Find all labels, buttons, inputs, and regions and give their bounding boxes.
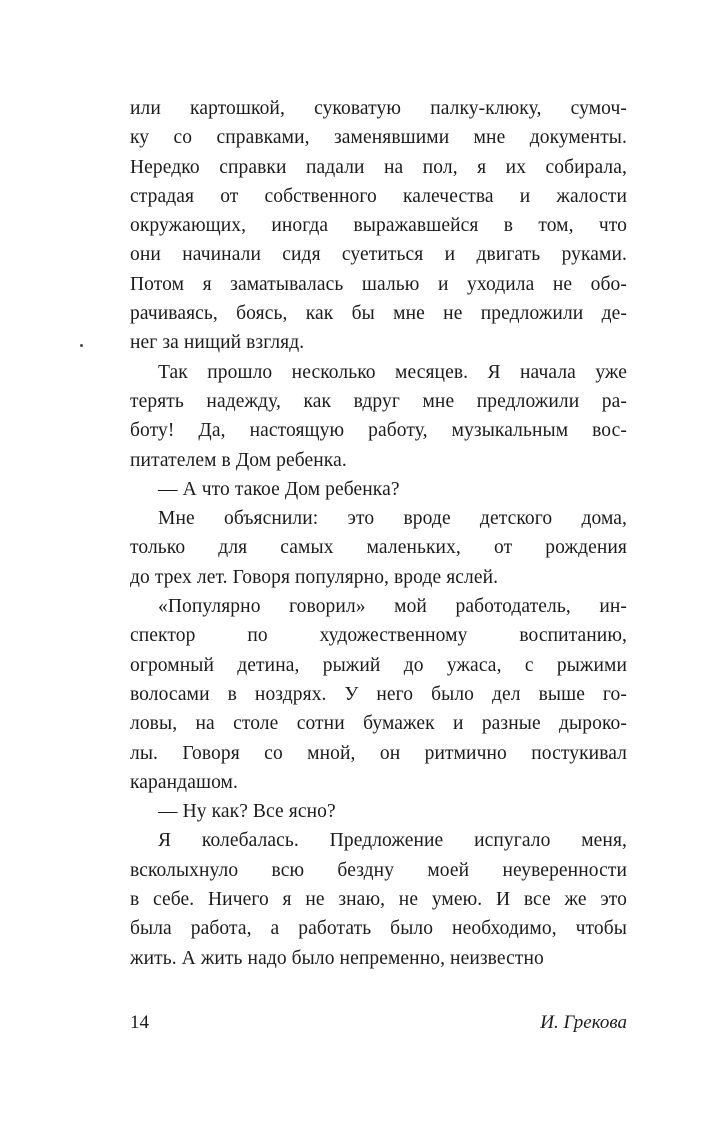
text-line: или картошкой, суковатую палку-клюку, сумоч- xyxy=(130,98,627,119)
page-footer xyxy=(130,1011,627,1035)
text-line: окружающих, иногда выражавшейся в том, что xyxy=(130,215,627,237)
text-line: Мне объяснили: это вроде детского дома, xyxy=(158,508,627,530)
text-line: до трех лет. Говоря популярно, вроде яслей. xyxy=(130,566,499,588)
text-line: нег за нищий взгляд. xyxy=(130,332,305,354)
text-line: боту! Да, настоящую работу, музыкальным вос- xyxy=(130,420,627,442)
text-line: они начинали сидя суетиться и двигать руками. xyxy=(130,244,627,266)
text-block xyxy=(130,94,627,973)
text-line: — Ну как? Все ясно? xyxy=(158,801,336,823)
print-speck xyxy=(80,344,83,347)
text-line: волосами в ноздрях. У него было дел выше го- xyxy=(130,683,627,705)
text-line: всколыхнуло всю бездну моей неуверенности xyxy=(130,859,627,881)
text-line: рачиваясь, боясь, как бы мне не предложили де- xyxy=(130,303,627,325)
text-line: страдая от собственного калечества и жалости xyxy=(130,185,627,207)
text-line: Нередко справки падали на пол, я их собирала, xyxy=(130,156,627,178)
text-line: — А что такое Дом ребенка? xyxy=(158,478,400,500)
text-line: питателем в Дом ребенка. xyxy=(130,449,347,471)
text-line: жить. А жить надо было непременно, неизвестно xyxy=(130,947,544,969)
text-line: Так прошло несколько месяцев. Я начала уже xyxy=(158,361,627,383)
text-line: только для самых маленьких, от рождения xyxy=(130,537,627,559)
text-line: «Популярно говорил» мой работодатель, ин- xyxy=(158,596,627,618)
text-line: ку со справками, заменявшими мне документы. xyxy=(130,127,627,149)
text-line: карандашом. xyxy=(130,771,238,793)
text-line: ловы, на столе сотни бумажек и разные дыроко- xyxy=(130,713,627,735)
text-line: спектор по художественному воспитанию, xyxy=(130,625,627,647)
text-line: в себе. Ничего я не знаю, не умею. И все же это xyxy=(130,889,627,911)
footer-author: И. Грекова xyxy=(540,1012,627,1033)
text-line: Потом я заматывалась шалью и уходила не обо- xyxy=(130,273,627,295)
text-line: лы. Говоря со мной, он ритмично постукивал xyxy=(130,742,627,764)
text-line: терять надежду, как вдруг мне предложили ра- xyxy=(130,390,627,412)
text-line: Я колебалась. Предложение испугало меня, xyxy=(158,830,627,852)
text-line: была работа, а работать было необходимо, чтобы xyxy=(130,918,627,940)
page-number: 14 xyxy=(130,1012,149,1033)
text-line: огромный детина, рыжий до ужаса, с рыжими xyxy=(130,654,627,676)
